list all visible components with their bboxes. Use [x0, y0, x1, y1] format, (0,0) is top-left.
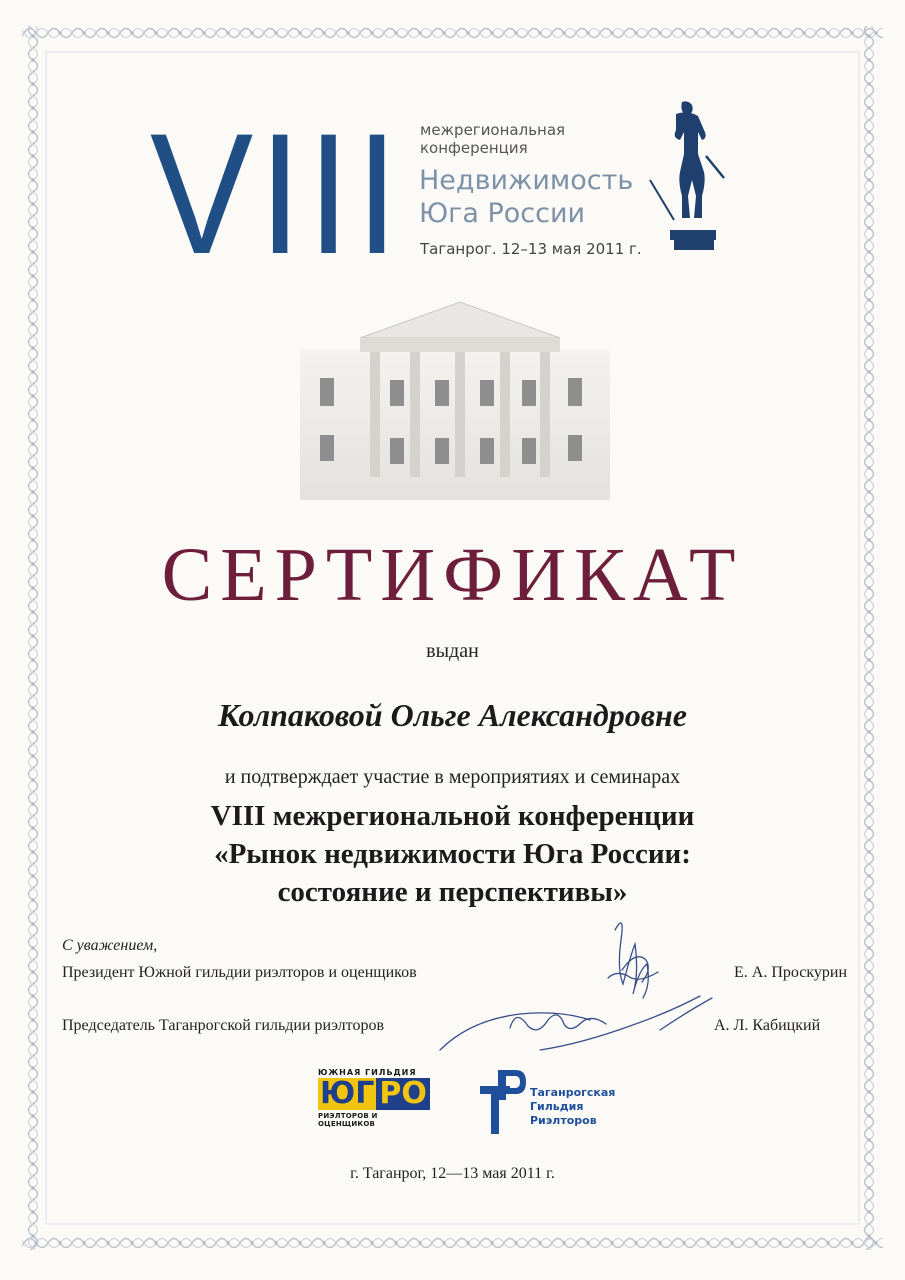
yugro-logo-bottom-text: РИЭЛТОРОВ И ОЦЕНЩИКОВ: [318, 1112, 378, 1128]
signer1-title: Президент Южной гильдии риэлторов и оценщиков: [62, 964, 417, 981]
recipient-name: Колпаковой Ольге Александровне: [218, 697, 687, 733]
yugro-logo-top-text: ЮЖНАЯ ГИЛЬДИЯ: [318, 1068, 417, 1077]
event-line-2: «Рынок недвижимости Юга России:: [214, 838, 691, 870]
footer-place-date: г. Таганрог, 12—13 мая 2011 г.: [350, 1165, 555, 1182]
confirmation-text: и подтверждает участие в мероприятиях и семинарах: [224, 766, 681, 788]
yugro-logo: [318, 1068, 427, 1128]
conference-date: Таганрог. 12–13 мая 2011 г.: [420, 240, 642, 258]
yugro-logo-mark: [318, 1076, 427, 1111]
signer2-name: А. Л. Кабицкий: [714, 1017, 821, 1034]
yugro-logo-mark-a: ЮГ: [320, 1076, 375, 1111]
conference-name-line2: Юга России: [419, 198, 586, 229]
taganrog-guild-line2: Гильдия: [530, 1100, 584, 1113]
yugro-logo-mark-b: РО: [376, 1078, 430, 1110]
certificate-title: СЕРТИФИКАТ: [161, 533, 744, 617]
handwritten-signatures: [430, 910, 720, 1060]
building-illustration: [290, 290, 620, 505]
statue-emblem: [640, 100, 730, 255]
signer1-name: Е. А. Проскурин: [734, 964, 848, 981]
event-line-1: VIII межрегиональной конференции: [210, 800, 695, 832]
event-line-3: состояние и перспективы»: [277, 876, 628, 908]
conference-type-line1: межрегиональная: [420, 121, 566, 139]
signer2-title: Председатель Таганрогской гильдии риэлторов: [62, 1017, 384, 1034]
roman-numeral: VIII: [150, 98, 404, 290]
taganrog-guild-line1: Таганрогская: [530, 1086, 616, 1099]
conference-type-line2: конференция: [420, 139, 528, 157]
taganrog-guild-logo-text: [530, 1086, 615, 1128]
taganrog-guild-logo-icon: [476, 1068, 526, 1138]
issued-label: выдан: [426, 640, 479, 662]
regards-text: С уважением,: [62, 937, 158, 954]
conference-name-line1: Недвижимость: [419, 165, 634, 196]
taganrog-guild-line3: Риэлторов: [530, 1114, 597, 1127]
